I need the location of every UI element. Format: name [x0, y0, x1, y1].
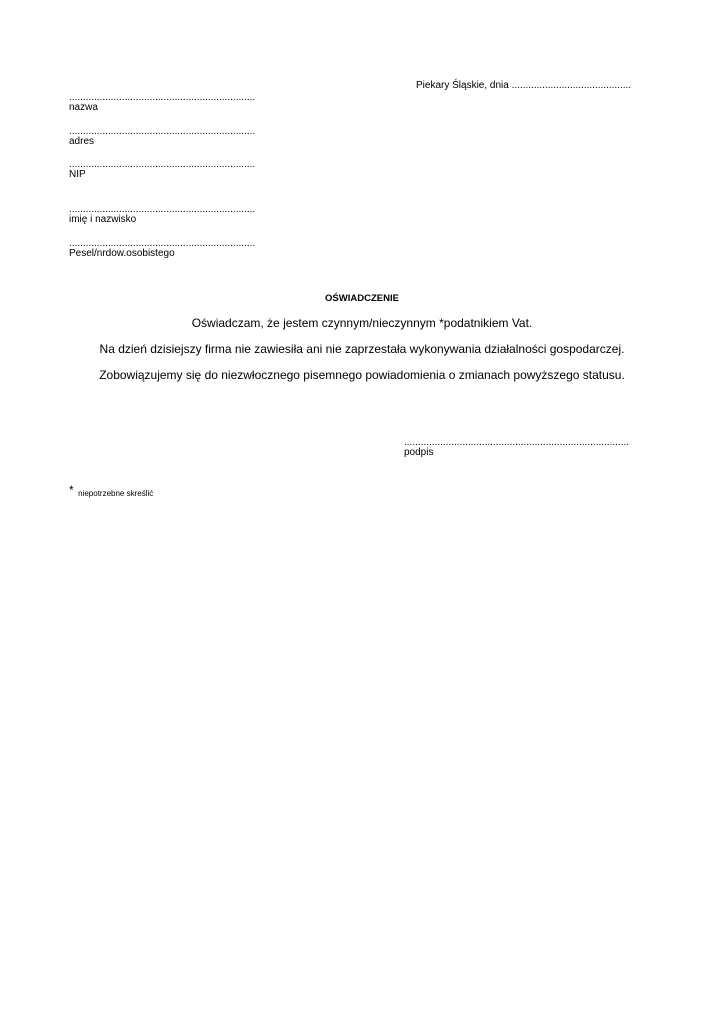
field-dots: ...................................................................	[69, 126, 256, 137]
statement-title: OŚWIADCZENIE	[325, 293, 399, 304]
statement-line-2: Na dzień dzisiejszy firma nie zawiesiła ani nie zaprzestała wykonywania działalności gospodarczej.	[99, 342, 625, 356]
footnote-text: niepotrzebne skreślić	[78, 489, 154, 498]
signature-label: podpis	[404, 447, 434, 458]
statement-line-3: Zobowiązujemy się do niezwłocznego pisemnego powiadomienia o zmianach powyższego statusu.	[99, 368, 625, 382]
field-dots: ...................................................................	[69, 92, 256, 103]
field-label: imię i nazwisko	[69, 214, 137, 225]
field-dots: ...................................................................	[69, 204, 256, 215]
place-date-line: Piekary Śląskie, dnia ...........................................	[416, 80, 632, 91]
field-nazwa	[69, 93, 329, 114]
statement-line-1: Oświadczam, że jestem czynnym/nieczynnym *podatnikiem Vat.	[191, 316, 533, 330]
field-label: NIP	[69, 169, 86, 180]
field-dots: ...................................................................	[69, 159, 256, 170]
field-label: adres	[69, 136, 95, 147]
footnote	[69, 483, 153, 501]
field-label: Pesel/nrdow.osobistego	[69, 248, 175, 259]
field-pesel	[69, 239, 329, 260]
signature-block	[404, 438, 644, 459]
field-imie-nazwisko	[69, 205, 329, 226]
signature-dots: .................................................................................	[404, 437, 630, 448]
field-adres	[69, 127, 329, 148]
field-dots: ...................................................................	[69, 238, 256, 249]
field-label: nazwa	[69, 102, 98, 113]
field-nip	[69, 160, 329, 181]
footnote-asterisk: *	[69, 483, 74, 497]
